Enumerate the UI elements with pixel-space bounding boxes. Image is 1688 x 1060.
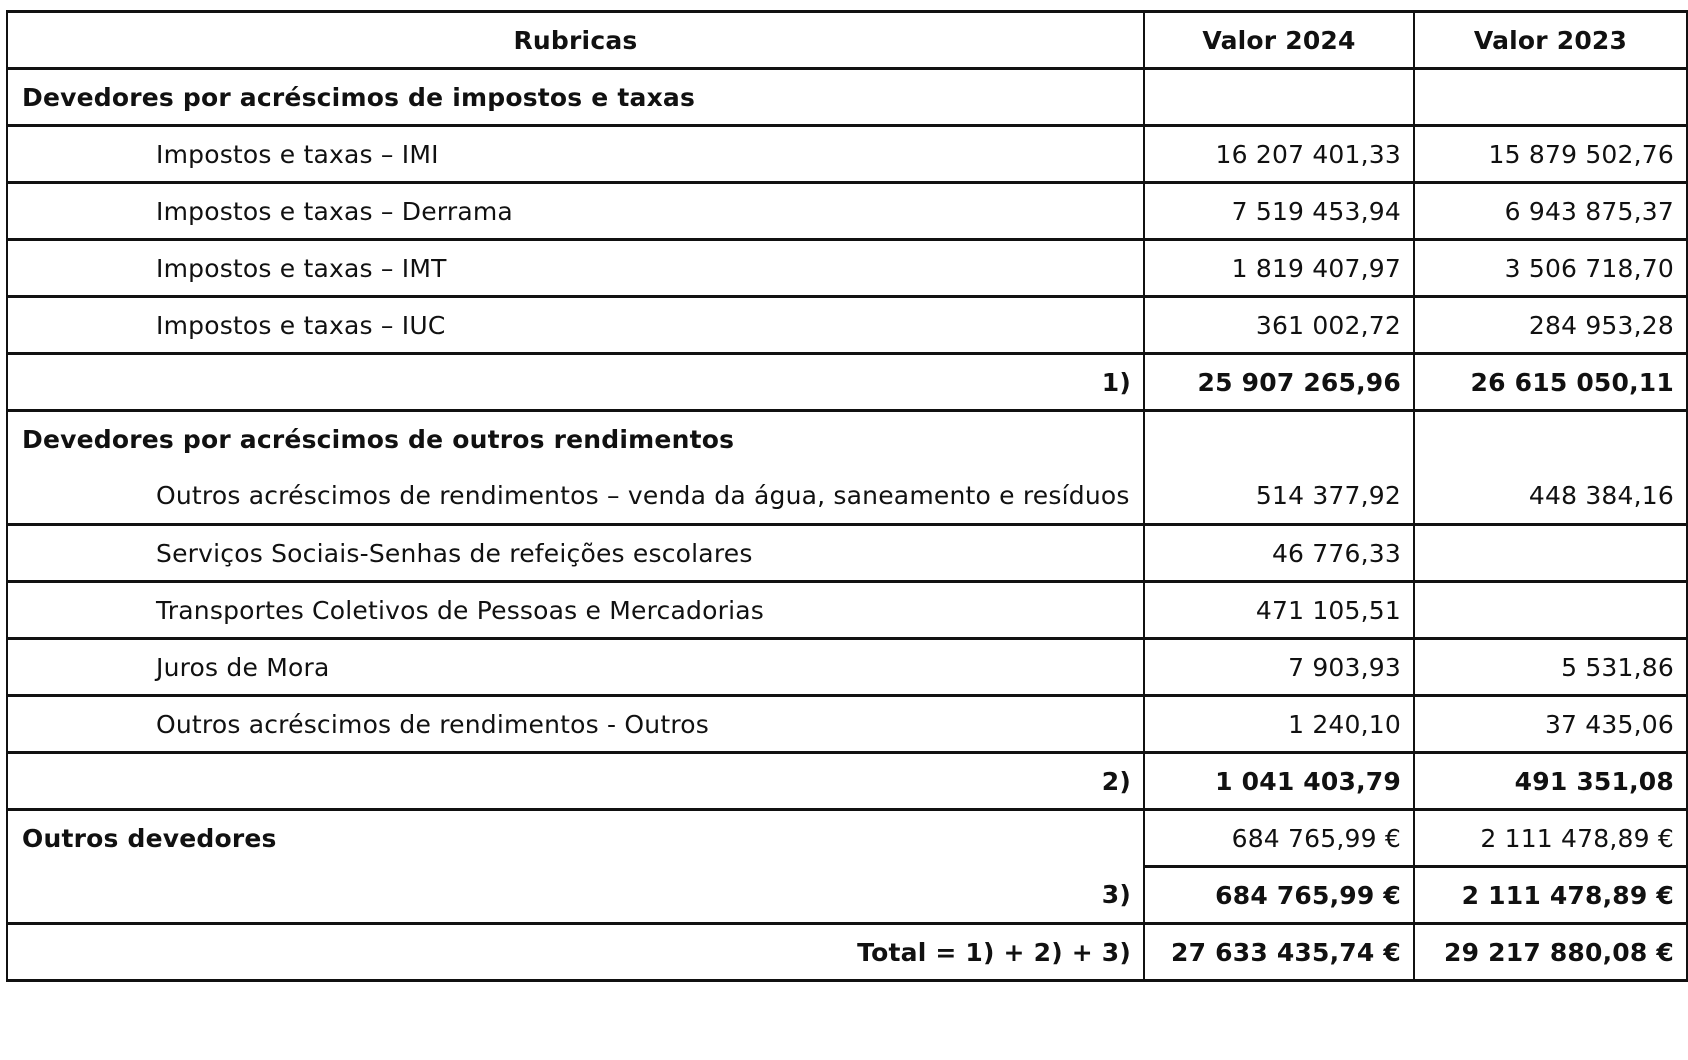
- row-label: Impostos e taxas – IMI: [7, 126, 1144, 183]
- table-row: [7, 297, 1687, 354]
- value-2023: [1414, 582, 1687, 639]
- table-row: [7, 696, 1687, 753]
- value-2023: 15 879 502,76: [1414, 126, 1687, 183]
- value-2024: 361 002,72: [1144, 297, 1414, 354]
- row-label: Transportes Coletivos de Pessoas e Mercadorias: [7, 582, 1144, 639]
- section-header-row: [7, 411, 1687, 468]
- header-row: [7, 12, 1687, 69]
- subtotal-2024: 25 907 265,96: [1144, 354, 1414, 411]
- subtotal-2023: 26 615 050,11: [1414, 354, 1687, 411]
- row-label: Juros de Mora: [7, 639, 1144, 696]
- subtotal-row: [7, 867, 1687, 924]
- section-title: Outros devedores: [7, 810, 1144, 867]
- value-2023: 284 953,28: [1414, 297, 1687, 354]
- empty-cell: [1144, 411, 1414, 468]
- header-valor-2023: Valor 2023: [1414, 12, 1687, 69]
- subtotal-label: 2): [7, 753, 1144, 810]
- value-2023: 37 435,06: [1414, 696, 1687, 753]
- row-label: Outros acréscimos de rendimentos - Outros: [7, 696, 1144, 753]
- empty-cell: [1414, 69, 1687, 126]
- total-row: [7, 924, 1687, 981]
- subtotal-2024: 1 041 403,79: [1144, 753, 1414, 810]
- value-2024: 1 819 407,97: [1144, 240, 1414, 297]
- table-row: [7, 468, 1687, 525]
- value-2023: 5 531,86: [1414, 639, 1687, 696]
- table-row: [7, 183, 1687, 240]
- receivables-table: [6, 10, 1688, 982]
- empty-cell: [1414, 411, 1687, 468]
- subtotal-label: 1): [7, 354, 1144, 411]
- table-row: [7, 126, 1687, 183]
- table-row: [7, 582, 1687, 639]
- section-title: Devedores por acréscimos de impostos e taxas: [7, 69, 1144, 126]
- value-2023: 3 506 718,70: [1414, 240, 1687, 297]
- value-2023: [1414, 525, 1687, 582]
- subtotal-label: 3): [7, 867, 1144, 924]
- row-label: Impostos e taxas – Derrama: [7, 183, 1144, 240]
- value-2024: 16 207 401,33: [1144, 126, 1414, 183]
- empty-cell: [1144, 69, 1414, 126]
- value-2024: 1 240,10: [1144, 696, 1414, 753]
- total-label: Total = 1) + 2) + 3): [7, 924, 1144, 981]
- value-2024: 514 377,92: [1144, 468, 1414, 525]
- subtotal-2024: 684 765,99 €: [1144, 867, 1414, 924]
- row-label: Impostos e taxas – IUC: [7, 297, 1144, 354]
- table-row: [7, 525, 1687, 582]
- total-2023: 29 217 880,08 €: [1414, 924, 1687, 981]
- header-rubricas: Rubricas: [7, 12, 1144, 69]
- value-2024: 7 903,93: [1144, 639, 1414, 696]
- row-label: Impostos e taxas – IMT: [7, 240, 1144, 297]
- subtotal-row: [7, 753, 1687, 810]
- table-row: [7, 639, 1687, 696]
- section-header-row: [7, 810, 1687, 867]
- value-2024: 46 776,33: [1144, 525, 1414, 582]
- row-label: Outros acréscimos de rendimentos – venda da água, saneamento e resíduos: [7, 468, 1144, 525]
- section-title: Devedores por acréscimos de outros rendimentos: [7, 411, 1144, 468]
- value-2023: 448 384,16: [1414, 468, 1687, 525]
- header-valor-2024: Valor 2024: [1144, 12, 1414, 69]
- value-2023: 6 943 875,37: [1414, 183, 1687, 240]
- row-label: Serviços Sociais-Senhas de refeições escolares: [7, 525, 1144, 582]
- subtotal-2023: 491 351,08: [1414, 753, 1687, 810]
- subtotal-2023: 2 111 478,89 €: [1414, 867, 1687, 924]
- total-2024: 27 633 435,74 €: [1144, 924, 1414, 981]
- value-2023: 2 111 478,89 €: [1414, 810, 1687, 867]
- section-header-row: [7, 69, 1687, 126]
- value-2024: 471 105,51: [1144, 582, 1414, 639]
- value-2024: 7 519 453,94: [1144, 183, 1414, 240]
- table-row: [7, 240, 1687, 297]
- subtotal-row: [7, 354, 1687, 411]
- value-2024: 684 765,99 €: [1144, 810, 1414, 867]
